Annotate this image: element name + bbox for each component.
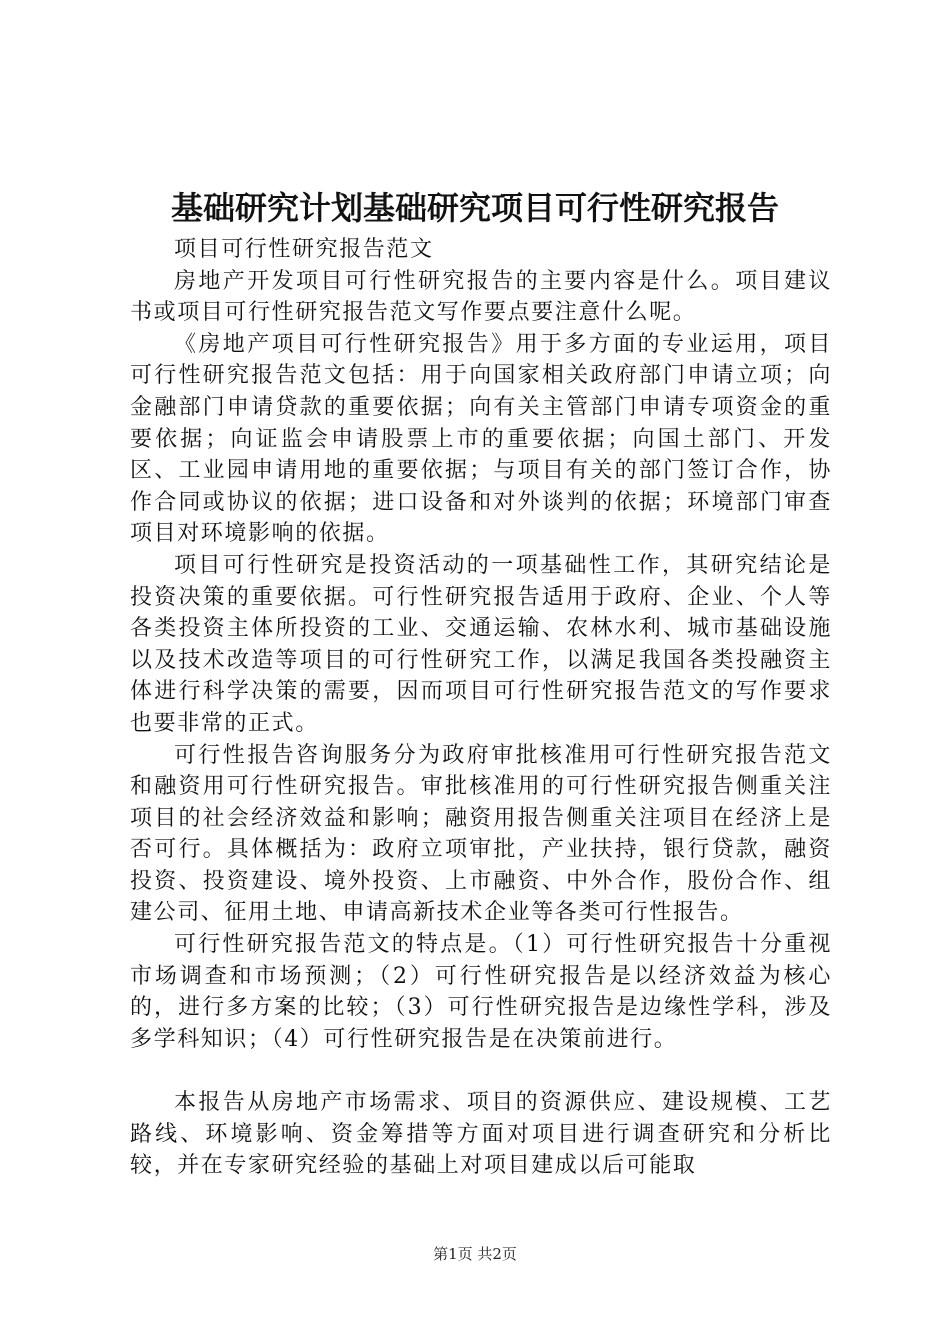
paragraph: 可行性研究报告范文的特点是。（1）可行性研究报告十分重视市场调查和市场预测；（2）可行性研究报告是以经济效益为核心的，进行多方案的比较；（3）可行性研究报告是边缘性学科，涉及多学科知识；（4）可行性研究报告是在决策前进行。 xyxy=(130,932,832,1052)
document-title: 基础研究计划基础研究项目可行性研究报告 xyxy=(170,189,779,227)
document-body xyxy=(130,234,832,1182)
paragraph: 项目可行性研究是投资活动的一项基础性工作，其研究结论是投资决策的重要依据。可行性研究报告适用于政府、企业、个人等各类投资主体所投资的工业、交通运输、农林水利、城市基础设施以及技术改造等项目的可行性研究工作，以满足我国各类投融资主体进行科学决策的需要，因而项目可行性研究报告范文的写作要求也要非常的正式。 xyxy=(130,552,832,736)
paragraph: 可行性报告咨询服务分为政府审批核准用可行性研究报告范文和融资用可行性研究报告。审批核准用的可行性研究报告侧重关注项目的社会经济效益和影响；融资用报告侧重关注项目在经济上是否可行。具体概括为：政府立项审批，产业扶持，银行贷款，融资投资、投资建设、境外投资、上市融资、中外合作，股份合作、组建公司、征用土地、申请高新技术企业等各类可行性报告。 xyxy=(130,742,832,926)
page-footer: 第1页 共2页 xyxy=(433,1245,517,1263)
paragraph-subtitle: 项目可行性研究报告范文 xyxy=(174,237,434,262)
paragraph: 本报告从房地产市场需求、项目的资源供应、建设规模、工艺路线、环境影响、资金筹措等方面对项目进行调查研究和分析比较，并在专家研究经验的基础上对项目建成以后可能取 xyxy=(130,1090,832,1179)
paragraph: 《房地产项目可行性研究报告》用于多方面的专业运用，项目可行性研究报告范文包括：用于向国家相关政府部门申请立项；向金融部门申请贷款的重要依据；向有关主管部门申请专项资金的重要依据；向证监会申请股票上市的重要依据；向国土部门、开发区、工业园申请用地的重要依据；与项目有关的部门签订合作，协作合同或协议的依据；进口设备和对外谈判的依据；环境部门审查项目对环境影响的依据。 xyxy=(130,331,832,547)
paragraph: 房地产开发项目可行性研究报告的主要内容是什么。项目建议书或项目可行性研究报告范文写作要点要注意什么呢。 xyxy=(130,268,832,326)
